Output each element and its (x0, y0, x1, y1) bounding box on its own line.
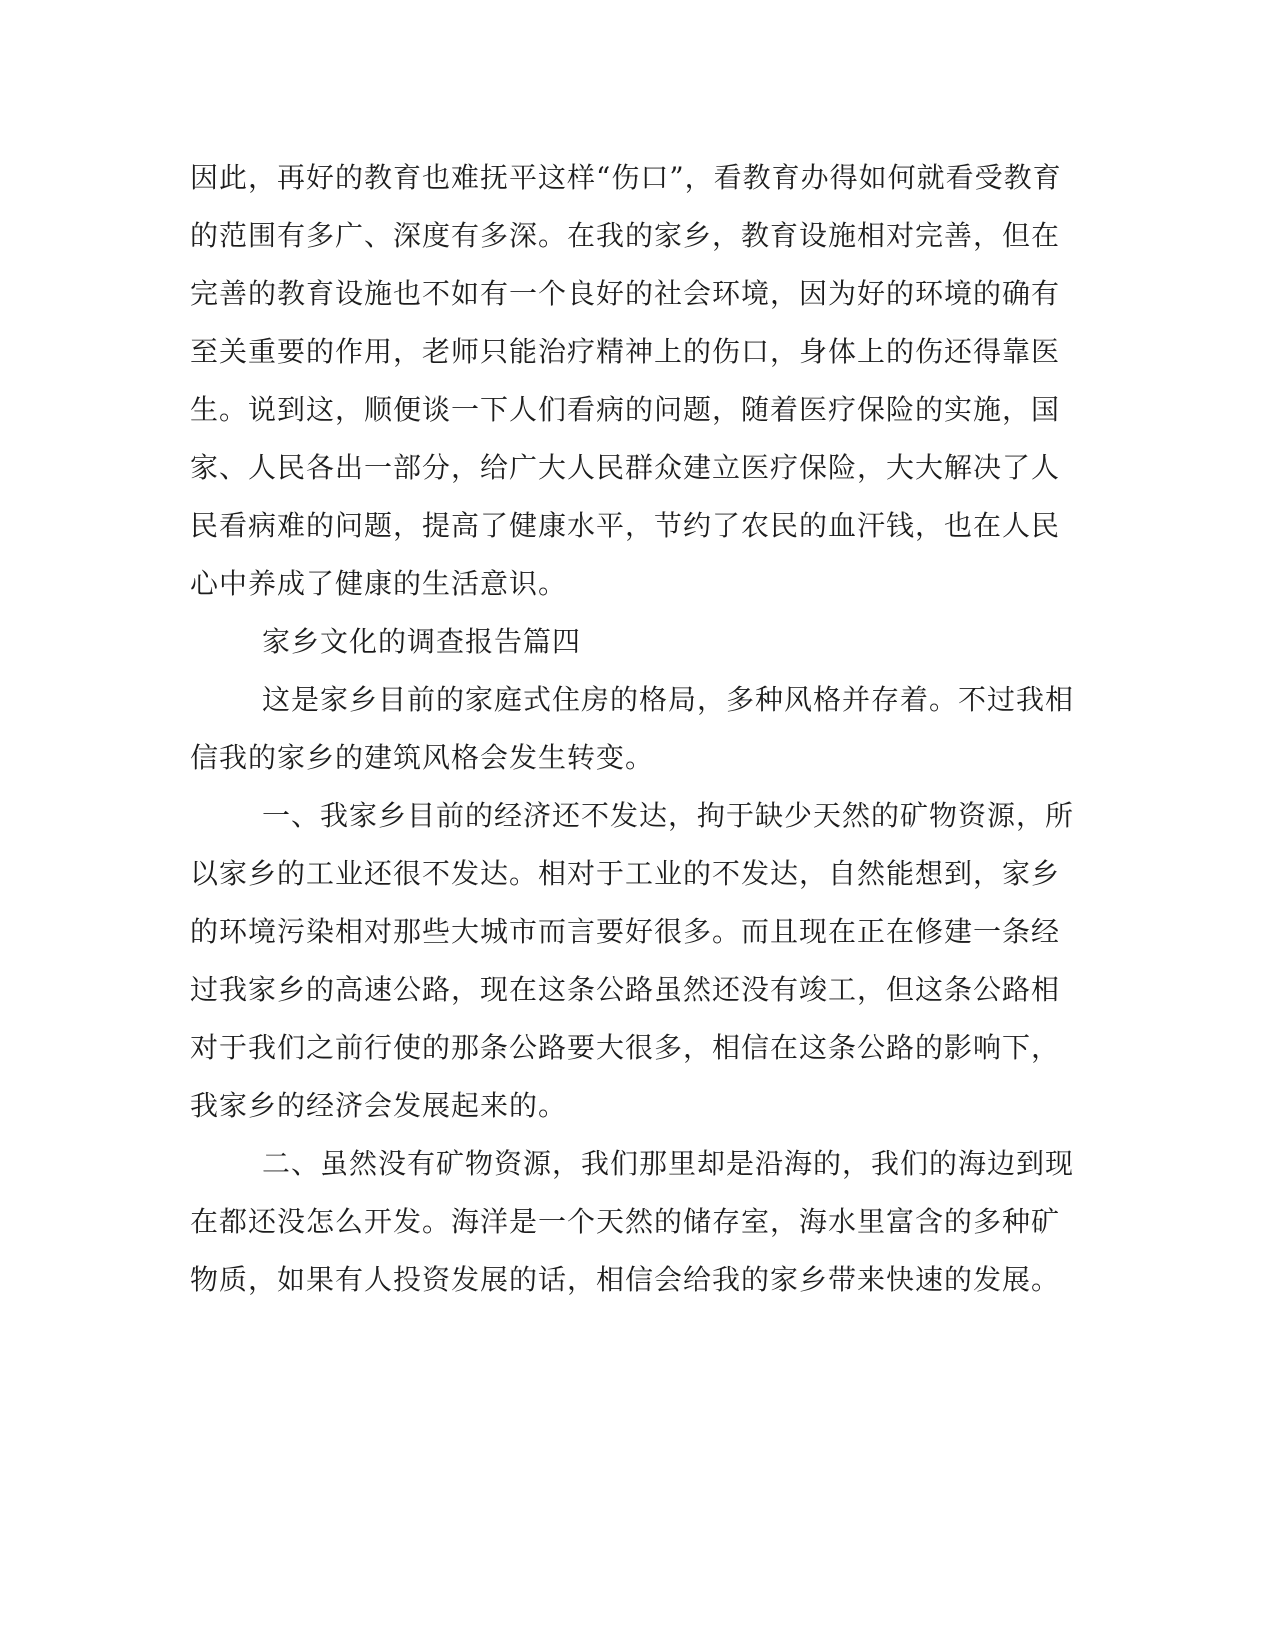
text-line: 信我的家乡的建筑风格会发生转变。 (190, 741, 655, 774)
text-line: 在都还没怎么开发。海洋是一个天然的储存室，海水里富含的多种矿 (190, 1205, 1061, 1238)
text-line: 过我家乡的高速公路，现在这条公路虽然还没有竣工，但这条公路相 (190, 973, 1061, 1006)
text-line: 家、人民各出一部分，给广大人民群众建立医疗保险，大大解决了人 (190, 451, 1061, 484)
text-line: 的环境污染相对那些大城市而言要好很多。而且现在正在修建一条经 (190, 915, 1061, 948)
text-line: 民看病难的问题，提高了健康水平，节约了农民的血汗钱，也在人民 (190, 509, 1061, 542)
text-line: 以家乡的工业还很不发达。相对于工业的不发达，自然能想到，家乡 (190, 857, 1061, 890)
text-line: 一、我家乡目前的经济还不发达，拘于缺少天然的矿物资源，所 (262, 799, 1075, 832)
section-heading: 家乡文化的调查报告篇四 (262, 625, 582, 658)
text-line: 物质，如果有人投资发展的话，相信会给我的家乡带来快速的发展。 (190, 1263, 1061, 1296)
text-line: 生。说到这，顺便谈一下人们看病的问题，随着医疗保险的实施，国 (190, 393, 1061, 426)
text-line: 二、虽然没有矿物资源，我们那里却是沿海的，我们的海边到现 (262, 1147, 1075, 1180)
text-line: 至关重要的作用，老师只能治疗精神上的伤口，身体上的伤还得靠医 (190, 335, 1061, 368)
text-line: 我家乡的经济会发展起来的。 (190, 1089, 568, 1122)
text-line: 心中养成了健康的生活意识。 (190, 567, 568, 600)
text-line: 完善的教育设施也不如有一个良好的社会环境，因为好的环境的确有 (190, 277, 1061, 310)
text-line: 对于我们之前行使的那条公路要大很多，相信在这条公路的影响下， (190, 1031, 1061, 1064)
text-line: 的范围有多广、深度有多深。在我的家乡，教育设施相对完善，但在 (190, 219, 1061, 252)
text-line: 因此，再好的教育也难抚平这样“伤口”，看教育办得如何就看受教育 (190, 161, 1062, 194)
text-line: 这是家乡目前的家庭式住房的格局，多种风格并存着。不过我相 (262, 683, 1075, 716)
